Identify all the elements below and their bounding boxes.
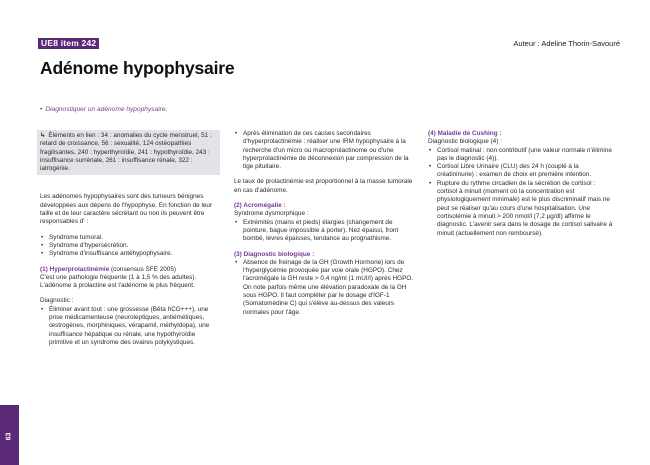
section-1-title-suffix: (consensus SFE 2005) xyxy=(109,265,177,273)
list-item: • Cortisol Libre Urinaire (CLU) des 24 h (couplé à la créatininurie) : examen de choix en première intention. xyxy=(428,163,614,180)
section-1-text: C'est une pathologie fréquente (1 à 1,5 % des adultes). L'adénome à prolactine est l'adénome le plus fréquent. xyxy=(40,273,197,290)
chapter-tag: UE8 item 242 xyxy=(38,38,99,49)
list-item: • Éliminer avant tout : une grossesse (Bêta hCG+++), une prise médicamenteuse (neuroleptiques, antiémétiques, œstrogènes, morphiniques, vérapamil, méthyldopa), une insuffisance hépatique ou rénale, une hypothyroïdie primitive et un syndrome des ovaires polykystiques. xyxy=(40,306,220,347)
bullet-icon: • xyxy=(40,106,43,113)
section-2-title: (2) Acromégalie : xyxy=(234,202,286,210)
cushing-list xyxy=(428,147,614,238)
list-item: • Cortisol matinal : non contributif (une valeur normale n'élimine pas le diagnostic (4)). xyxy=(428,147,614,164)
section-2-subtitle: Syndrome dysmorphique : xyxy=(234,210,309,218)
column-2 xyxy=(234,130,418,324)
list-item: • Rupture du rythme circadien de la sécrétion de cortisol : cortisol à minuit (moment où la concentration est physiologiquement minimale) est le plus discriminatif mais ne peut se réaliser qu'au cours d'une hospitalisation. Une cortisolémie à minuit > 200 nmol/l (7,2 µg/dl) affirme le diagnostic. L'avenir sera dans le dosage de cortisol salivaire à minuit (actuellement non remboursé). xyxy=(428,180,614,238)
intro-paragraph: Les adénomes hypophysaires sont des tumeurs bénignes développées aux dépens de l'hypophyse. En fonction de leur taille et de leur caractère sécrétant ou non ils peuvent être responsables d' : xyxy=(40,193,213,226)
page-header xyxy=(38,38,620,50)
related-items-text: Éléments en lien : 34 : anomalies du cycle menstruel, 51 : retard de croissance, 56 : sexualité, 124 ostéopathies fragilisantes, 240 : hyperthyroïdie, 241 : hypothyroïdie, 243 : insuffisance surrénale, 261 : insuffisance rénale, 322 : iatrogénie. xyxy=(40,132,212,173)
page-title: Adénome hypophysaire xyxy=(40,58,235,78)
list-item: • Syndrome tumoral. xyxy=(40,234,220,242)
diagnostic-label: Diagnostic : xyxy=(40,297,74,305)
section-1-title: (1) Hyperprolactinémie xyxy=(40,265,110,273)
section-1-heading xyxy=(40,266,220,274)
objective-text: Diagnostiquer un adénome hypophysaire. xyxy=(45,106,168,113)
biology-list xyxy=(234,259,418,317)
list-item: • Après élimination de ces causes secondaires d'hyperprolactinémie : réaliser une IRM hypophysaire à la recherche d'un micro ou macroprolactinome ou d'une hyperprolactinémie de déconnexion par compression de la tige pituitaire. xyxy=(234,130,418,171)
page-number: 63 xyxy=(5,432,13,441)
list-item: • Absence de freinage de la GH (Growth Hormone) lors de l'hyperglycémie provoquée par voie orale (HGPO). Chez l'acromégale la GH reste > 0,4 ng/ml (1 mUI/l) après HGPO. On note parfois même une élévation paradoxale de la GH sous HGPO. Il faut compléter par le dosage d'IGF-1 (Somatomédine C) qui s'élève au-dessus des valeurs normales pour l'âge. xyxy=(234,259,418,317)
column-1 xyxy=(40,130,220,354)
list-item: • Syndrome d'hypersécrétion. xyxy=(40,242,220,250)
section-3-title: (3) Diagnostic biologique : xyxy=(234,250,315,258)
list-item: • Extrémités (mains et pieds) élargies (changement de pointure, bague impossible à porter). Nez épaissi, front bombé, lèvres épaisses, tendance au prognathisme. xyxy=(234,219,418,244)
acromegaly-list xyxy=(234,219,418,244)
intro-list xyxy=(40,234,220,259)
prolactin-paragraph: Le taux de prolactinémie est proportionnel à la masse tumorale en cas d'adénome. xyxy=(234,178,413,194)
workup-list xyxy=(234,130,418,171)
diagnostic-list xyxy=(40,306,220,347)
section-4-subtitle: Diagnostic biologique (4) : xyxy=(428,138,502,146)
list-item: • Syndrome d'insuffisance antéhypophysaire. xyxy=(40,250,220,258)
author-line: Auteur : Adeline Thorin-Savouré xyxy=(513,39,620,48)
learning-objective xyxy=(40,106,167,113)
section-4-title: (4) Maladie de Cushing : xyxy=(428,130,502,137)
related-items-box xyxy=(37,130,220,175)
corner-arrow-icon: ↳ xyxy=(40,132,46,139)
column-3 xyxy=(428,130,614,245)
